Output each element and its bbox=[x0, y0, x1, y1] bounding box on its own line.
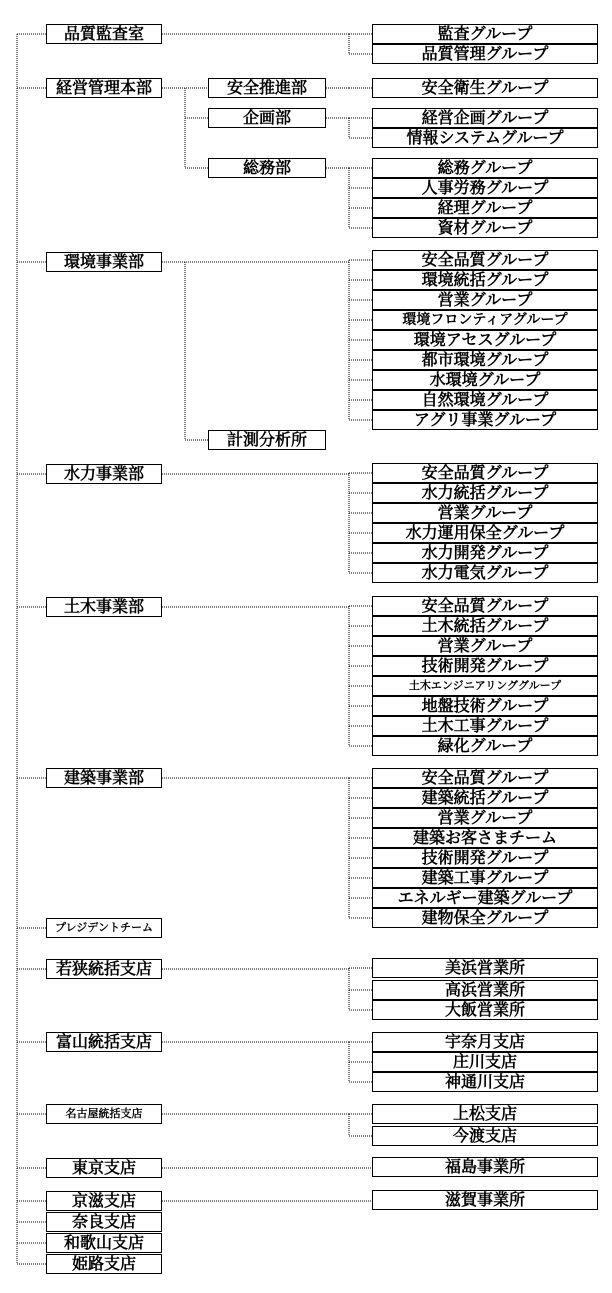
group-box: 緑化グループ bbox=[372, 736, 598, 756]
group-box: 宇奈月支店 bbox=[372, 1032, 598, 1052]
division-box: 土木事業部 bbox=[46, 597, 162, 617]
division-box: 環境事業部 bbox=[46, 252, 162, 272]
division-box: 若狭統括支店 bbox=[46, 959, 162, 979]
division-box: 建築事業部 bbox=[46, 768, 162, 788]
group-box: 高浜営業所 bbox=[372, 980, 598, 1000]
division-box: 和歌山支店 bbox=[46, 1233, 162, 1253]
group-box: 福島事業所 bbox=[372, 1157, 598, 1177]
group-box: 土木エンジニアリンググループ bbox=[372, 676, 598, 696]
group-box: 人事労務グループ bbox=[372, 178, 598, 198]
division-box: 東京支店 bbox=[46, 1158, 162, 1178]
division-box: 品質監査室 bbox=[46, 24, 162, 44]
group-box: 土木統括グループ bbox=[372, 616, 598, 636]
division-box: 水力事業部 bbox=[46, 464, 162, 484]
division-box: 姫路支店 bbox=[46, 1254, 162, 1274]
department-box: 安全推進部 bbox=[208, 78, 326, 98]
group-box: 今渡支店 bbox=[372, 1126, 598, 1146]
group-box: 営業グループ bbox=[372, 808, 598, 828]
group-box: 自然環境グループ bbox=[372, 390, 598, 410]
group-box: 都市環境グループ bbox=[372, 350, 598, 370]
group-box: 安全衛生グループ bbox=[372, 78, 598, 98]
group-box: 水力開発グループ bbox=[372, 543, 598, 563]
group-box: 神通川支店 bbox=[372, 1072, 598, 1092]
group-box: 安全品質グループ bbox=[372, 463, 598, 483]
group-box: 建築工事グループ bbox=[372, 868, 598, 888]
group-box: 経理グループ bbox=[372, 198, 598, 218]
group-box: 総務グループ bbox=[372, 158, 598, 178]
group-box: 建築お客さまチーム bbox=[372, 828, 598, 848]
division-box: 京滋支店 bbox=[46, 1191, 162, 1211]
group-box: 美浜営業所 bbox=[372, 958, 598, 978]
group-box: 技術開発グループ bbox=[372, 656, 598, 676]
division-box: 奈良支店 bbox=[46, 1212, 162, 1232]
group-box: 水力運用保全グループ bbox=[372, 523, 598, 543]
group-box: 建物保全グループ bbox=[372, 908, 598, 928]
group-box: 経営企画グループ bbox=[372, 108, 598, 128]
division-box: 富山統括支店 bbox=[46, 1032, 162, 1052]
group-box: 安全品質グループ bbox=[372, 768, 598, 788]
group-box: 大飯営業所 bbox=[372, 1000, 598, 1020]
group-box: 資材グループ bbox=[372, 218, 598, 238]
division-box: プレジデントチーム bbox=[46, 918, 162, 938]
group-box: アグリ事業グループ bbox=[372, 410, 598, 430]
group-box: 安全品質グループ bbox=[372, 596, 598, 616]
division-box: 経営管理本部 bbox=[46, 78, 162, 98]
group-box: 水力統括グループ bbox=[372, 483, 598, 503]
group-box: 営業グループ bbox=[372, 636, 598, 656]
group-box: 土木工事グループ bbox=[372, 716, 598, 736]
group-box: 地盤技術グループ bbox=[372, 696, 598, 716]
group-box: 技術開発グループ bbox=[372, 848, 598, 868]
division-box: 名古屋統括支店 bbox=[46, 1104, 162, 1124]
group-box: 監査グループ bbox=[372, 24, 598, 44]
group-box: 滋賀事業所 bbox=[372, 1190, 598, 1210]
group-box: 水力電気グループ bbox=[372, 563, 598, 583]
group-box: 営業グループ bbox=[372, 290, 598, 310]
group-box: 上松支店 bbox=[372, 1104, 598, 1124]
group-box: エネルギー建築グループ bbox=[372, 888, 598, 908]
group-box: 環境統括グループ bbox=[372, 270, 598, 290]
department-box: 総務部 bbox=[208, 158, 326, 178]
group-box: 環境フロンティアグループ bbox=[372, 310, 598, 330]
group-box: 庄川支店 bbox=[372, 1052, 598, 1072]
department-box: 計測分析所 bbox=[208, 430, 326, 450]
group-box: 水環境グループ bbox=[372, 370, 598, 390]
group-box: 情報システムグループ bbox=[372, 128, 598, 148]
group-box: 営業グループ bbox=[372, 503, 598, 523]
group-box: 品質管理グループ bbox=[372, 44, 598, 64]
department-box: 企画部 bbox=[208, 108, 326, 128]
group-box: 安全品質グループ bbox=[372, 250, 598, 270]
group-box: 環境アセスグループ bbox=[372, 330, 598, 350]
group-box: 建築統括グループ bbox=[372, 788, 598, 808]
